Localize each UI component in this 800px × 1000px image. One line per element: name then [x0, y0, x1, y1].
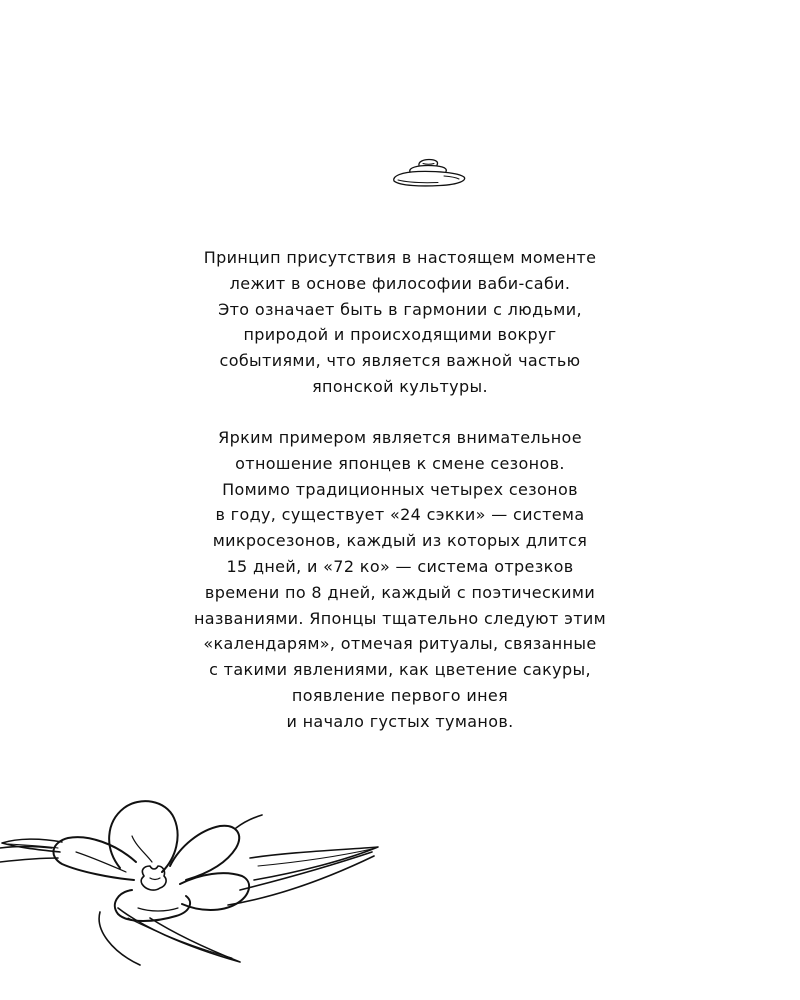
text-line: «календарям», отмечая ритуалы, связанные: [203, 634, 597, 654]
text-line: 15 дней, и «72 ко» — система отрезков: [226, 556, 574, 576]
text-line: с такими явлениями, как цветение сакуры,: [209, 660, 591, 680]
text-line: лежит в основе философии ваби-саби.: [229, 273, 571, 293]
text-line: названиями. Японцы тщательно следуют этим: [193, 608, 607, 628]
text-line: японской культуры.: [312, 376, 488, 396]
text-line: Ярким примером является внимательное: [218, 428, 582, 447]
text-line: времени по 8 дней, каждый с поэтическими: [204, 582, 596, 602]
text-line: Принцип присутствия в настоящем моменте: [203, 248, 597, 267]
text-line: событиями, что является важной частью: [219, 351, 581, 371]
text-line: и начало густых туманов.: [286, 711, 514, 731]
text-line: появление первого инея: [291, 685, 509, 705]
flower-with-leaves-icon: [0, 790, 390, 970]
text-line: Это означает быть в гармонии с людьми,: [218, 299, 582, 319]
text-line: микросезонов, каждый из которых длится: [212, 531, 588, 551]
text-line: природой и происходящими вокруг: [243, 325, 557, 345]
paragraph-2: [150, 425, 650, 735]
text-line: отношение японцев к смене сезонов.: [235, 453, 565, 473]
text-line: Помимо традиционных четырех сезонов: [222, 479, 578, 499]
text-line: в году, существует «24 сэкки» — система: [215, 505, 585, 525]
paragraph-1: [150, 245, 650, 400]
stacked-stones-icon: [388, 155, 468, 191]
